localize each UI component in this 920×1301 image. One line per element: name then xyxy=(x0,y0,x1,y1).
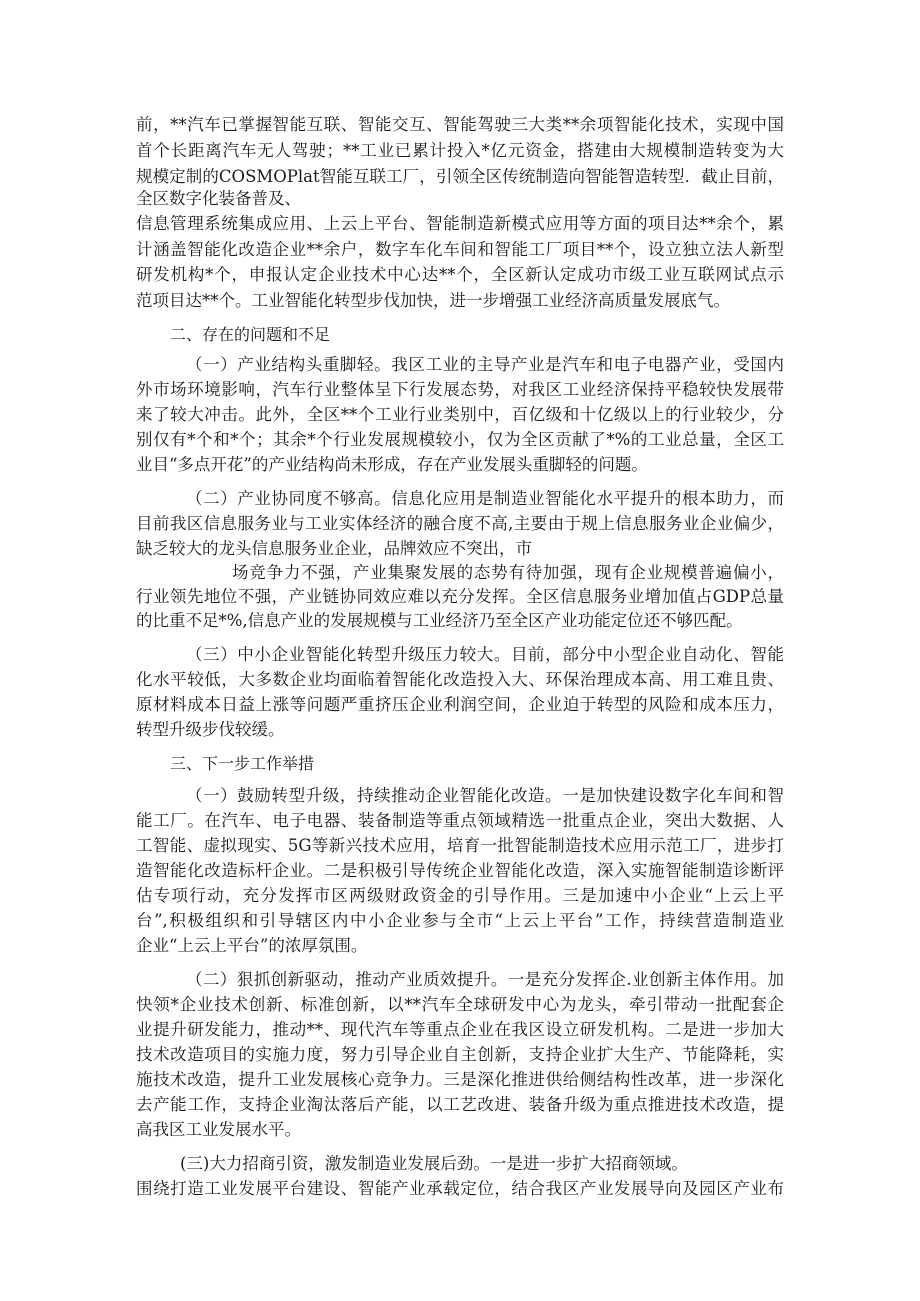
text-line: 的比重不足*%,信息产业的发展规模与工业经济乃至全区产业功能定位还不够匹配。 xyxy=(136,611,743,630)
text-line: 施技术改造，提升工业发展核心竞争力。三是深化推进供给侧结构性改革，进一步深化 xyxy=(136,1070,784,1089)
text-line: 围绕打造工业发展平台建设、智能产业承载定位，结合我区产业发展导向及园区产业布 xyxy=(136,1179,784,1198)
text-line: (三)大力招商引资，激发制造业发展后劲。一是进一步扩大招商领域。 xyxy=(180,1154,688,1173)
text-line: 造智能化改造标杆企业。二是积极引导传统企业智能化改造，深入实施智能制造诊断评 xyxy=(136,861,784,880)
text-line: 目前我区信息服务业与工业实体经济的融合度不高,主要由于规上信息服务业企业偏少， xyxy=(136,514,784,533)
text-line: 研发机构*个，申报认定企业技术中心达**个，全区新认定成功市级工业互联网试点示 xyxy=(136,265,784,284)
text-line: 首个长距离汽车无人驾驶；**工业已累计投入*亿元资金，搭建由大规模制造转变为大 xyxy=(136,141,784,160)
text-line: 来了较大冲击。此外，全区**个工业行业类别中，百亿级和十亿级以上的行业较少，分 xyxy=(136,405,784,424)
text-line: 企业“上云上平台”的浓厚氛围。 xyxy=(136,936,368,955)
text-line: 去产能工作，支持企业淘汰落后产能，以工艺改进、装备升级为重点推进技术改造，提 xyxy=(136,1095,784,1114)
text-line: 规模定制的COSMOPlat智能互联工厂，引领全区传统制造向智能智造转型．截止目前， xyxy=(136,167,784,186)
text-line: 转型升级步伐较缓。 xyxy=(136,720,285,739)
text-line: 场竞争力不强，产业集聚发展的态势有待加强，现有企业规模普遍偏小， xyxy=(232,563,784,582)
text-line: 高我区工业发展水平。 xyxy=(136,1120,301,1139)
text-line: 缺乏较大的龙头信息服务业企业，品牌效应不突出，市 xyxy=(136,539,532,558)
section-heading: 二、存在的问题和不足 xyxy=(170,325,331,344)
text-line: 工智能、虚拟现实、5G等新兴技术应用，培育一批智能制造技术应用示范工厂，进步打 xyxy=(136,836,784,855)
text-line: 化水平较低，大多数企业均面临着智能化改造投入大、环保治理成本高、用工难且贵、 xyxy=(136,670,784,689)
text-line: 业提升研发能力，推动**、现代汽车等重点企业在我区设立研发机构。二是进一步加大 xyxy=(136,1020,784,1039)
text-line: 别仅有*个和*个；其余*个行业发展规模较小，仅为全区贡献了*%的工业总量，全区工 xyxy=(136,430,784,449)
text-line: 原材料成本日益上涨等问题严重挤压企业利润空间，企业迫于转型的风险和成本压力， xyxy=(136,695,784,714)
text-line: 前，**汽车已掌握智能互联、智能交互、智能驾驶三大类**余项智能化技术，实现中国 xyxy=(136,115,784,134)
text-line: （一）鼓励转型升级，持续推动企业智能化改造。一是加快建设数字化车间和智 xyxy=(186,786,784,805)
text-line: 能工厂。在汽车、电子电器、装备制造等重点领域精选一批重点企业，突出大数据、人 xyxy=(136,811,784,830)
section-heading: 三、下一步工作举措 xyxy=(170,754,315,773)
text-line: 台”,积极组织和引导辖区内中小企业参与全市“上云上平台”工作，持续营造制造业 xyxy=(136,911,784,930)
text-line: 信息管理系统集成应用、上云上平台、智能制造新模式应用等方面的项目达**余个，累 xyxy=(136,214,784,233)
text-line: 范项目达**个。工业智能化转型步伐加快，进一步增强工业经济高质量发展底气。 xyxy=(136,291,730,310)
text-line: （二）狠抓创新驱动，推动产业质效提升。一是充分发挥企.业创新主体作用。加 xyxy=(186,970,784,989)
text-line: （一）产业结构头重脚轻。我区工业的主导产业是汽车和电子电器产业，受国内 xyxy=(186,355,784,374)
text-line: 全区数字化装备普及、 xyxy=(136,189,301,208)
text-line: 技术改造项目的实施力度，努力引导企业自主创新，支持企业扩大生产、节能降耗，实 xyxy=(136,1045,784,1064)
text-line: 估专项行动，充分发挥市区两级财政资金的引导作用。三是加速中小企业“上云上平 xyxy=(136,886,784,905)
text-line: （三）中小企业智能化转型升级压力较大。目前，部分中小型企业自动化、智能 xyxy=(186,645,784,664)
text-line: 快领*企业技术创新、标准创新，以**汽车全球研发中心为龙头，牵引带动一批配套企 xyxy=(136,995,784,1014)
text-line: 计涵盖智能化改造企业**余户，数字车化车间和智能工厂项目**个，设立独立法人新型 xyxy=(136,240,784,259)
text-line: 外市场环境影响，汽车行业整体呈下行发展态势，对我区工业经济保持平稳较快发展带 xyxy=(136,380,784,399)
text-line: （二）产业协同度不够高。信息化应用是制造业智能化水平提升的根本助力，而 xyxy=(186,489,784,508)
text-line: 业目“多点开花”的产业结构尚未形成，存在产业发展头重脚轻的问题。 xyxy=(136,455,648,474)
text-line: 行业领先地位不强，产业链协同效应难以充分发挥。全区信息服务业增加值占GDP总量 xyxy=(136,587,784,606)
